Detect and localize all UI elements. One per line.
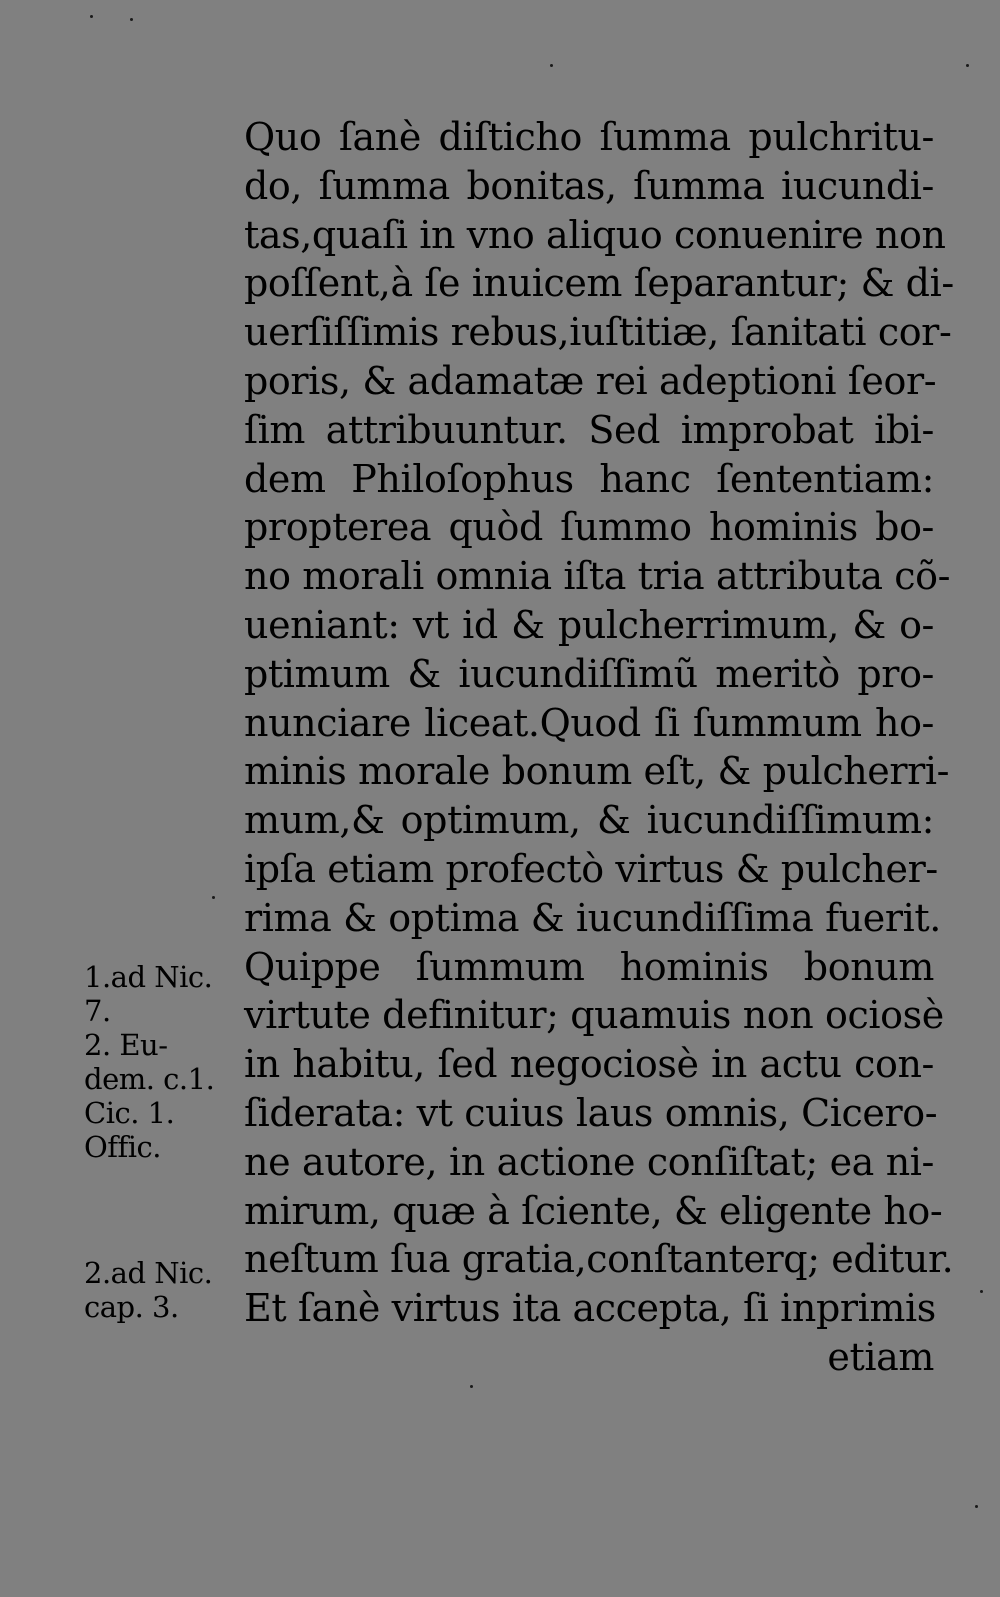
print-speck <box>212 896 215 899</box>
text-line: ipſa etiam profectò virtus & pulcher- <box>244 846 938 891</box>
margin-note: Cic. 1. <box>84 1096 175 1130</box>
text-line: ne autore, in actione conſiſtat; ea ni- <box>244 1139 934 1184</box>
print-speck <box>975 1505 978 1508</box>
print-speck <box>980 1290 983 1293</box>
text-line: poſſent,à ſe inuicem ſeparantur; & di- <box>244 261 954 306</box>
text-line: poris, & adamatæ rei adeptioni ſeor- <box>244 358 937 403</box>
print-speck <box>470 1385 473 1388</box>
margin-note: Offic. <box>84 1130 161 1164</box>
text-line: in habitu, ſed negociosè in actu con- <box>244 1042 934 1087</box>
text-line: nunciare liceat.Quod ſi ſummum ho- <box>244 700 934 745</box>
catchword: etiam <box>827 1334 934 1379</box>
text-line: ſiderata: vt cuius laus omnis, Cicero- <box>244 1090 938 1135</box>
print-speck <box>550 64 553 67</box>
text-line: Quippe ſummum hominis bonum <box>244 944 934 989</box>
text-line: dem Philoſophus hanc ſententiam: <box>244 456 934 501</box>
margin-note-group <box>84 960 244 1164</box>
text-line: minis morale bonum eſt, & pulcherri- <box>244 749 950 794</box>
margin-note: 2. Eu- <box>84 1028 168 1062</box>
text-line: neſtum ſua gratia,conſtanterq; editur. <box>244 1237 954 1282</box>
print-speck <box>90 15 93 18</box>
text-line: do, ſumma bonitas, ſumma iucundi- <box>244 163 934 208</box>
text-line: ueniant: vt id & pulcherrimum, & o- <box>244 602 934 647</box>
margin-note: 1.ad Nic. <box>84 960 213 994</box>
text-line: virtute definitur; quamuis non ociosè <box>244 993 944 1038</box>
text-line: mirum, quæ à ſciente, & eligente ho- <box>244 1188 943 1233</box>
margin-note: dem. c.1. <box>84 1062 215 1096</box>
text-line: no morali omnia iſta tria attributa cõ- <box>244 554 951 599</box>
text-line: rima & optima & iucundiſſima fuerit. <box>244 895 941 940</box>
margin-note: cap. 3. <box>84 1290 179 1324</box>
margin-note: 2.ad Nic. <box>84 1256 213 1290</box>
body-text <box>244 113 954 1382</box>
text-line: ſim attribuuntur. Sed improbat ibi- <box>244 407 934 452</box>
text-line: tas,quaſi in vno aliquo conuenire non <box>244 212 946 257</box>
text-line: uerſiſſimis rebus,iuſtitiæ, ſanitati cor- <box>244 310 952 355</box>
print-speck <box>966 64 969 67</box>
text-line: propterea quòd ſummo hominis bo- <box>244 505 934 550</box>
margin-note-group <box>84 1256 244 1324</box>
text-line: Quo ſanè diſticho ſumma pulchritu- <box>244 115 934 159</box>
text-line: ptimum & iucundiſſimũ meritò pro- <box>244 651 934 696</box>
print-speck <box>130 18 133 21</box>
text-line: mum,& optimum, & iucundiſſimum: <box>244 798 934 843</box>
margin-note: 7. <box>84 994 111 1028</box>
text-line: Et ſanè virtus ita accepta, ſi inprimis <box>244 1286 936 1331</box>
